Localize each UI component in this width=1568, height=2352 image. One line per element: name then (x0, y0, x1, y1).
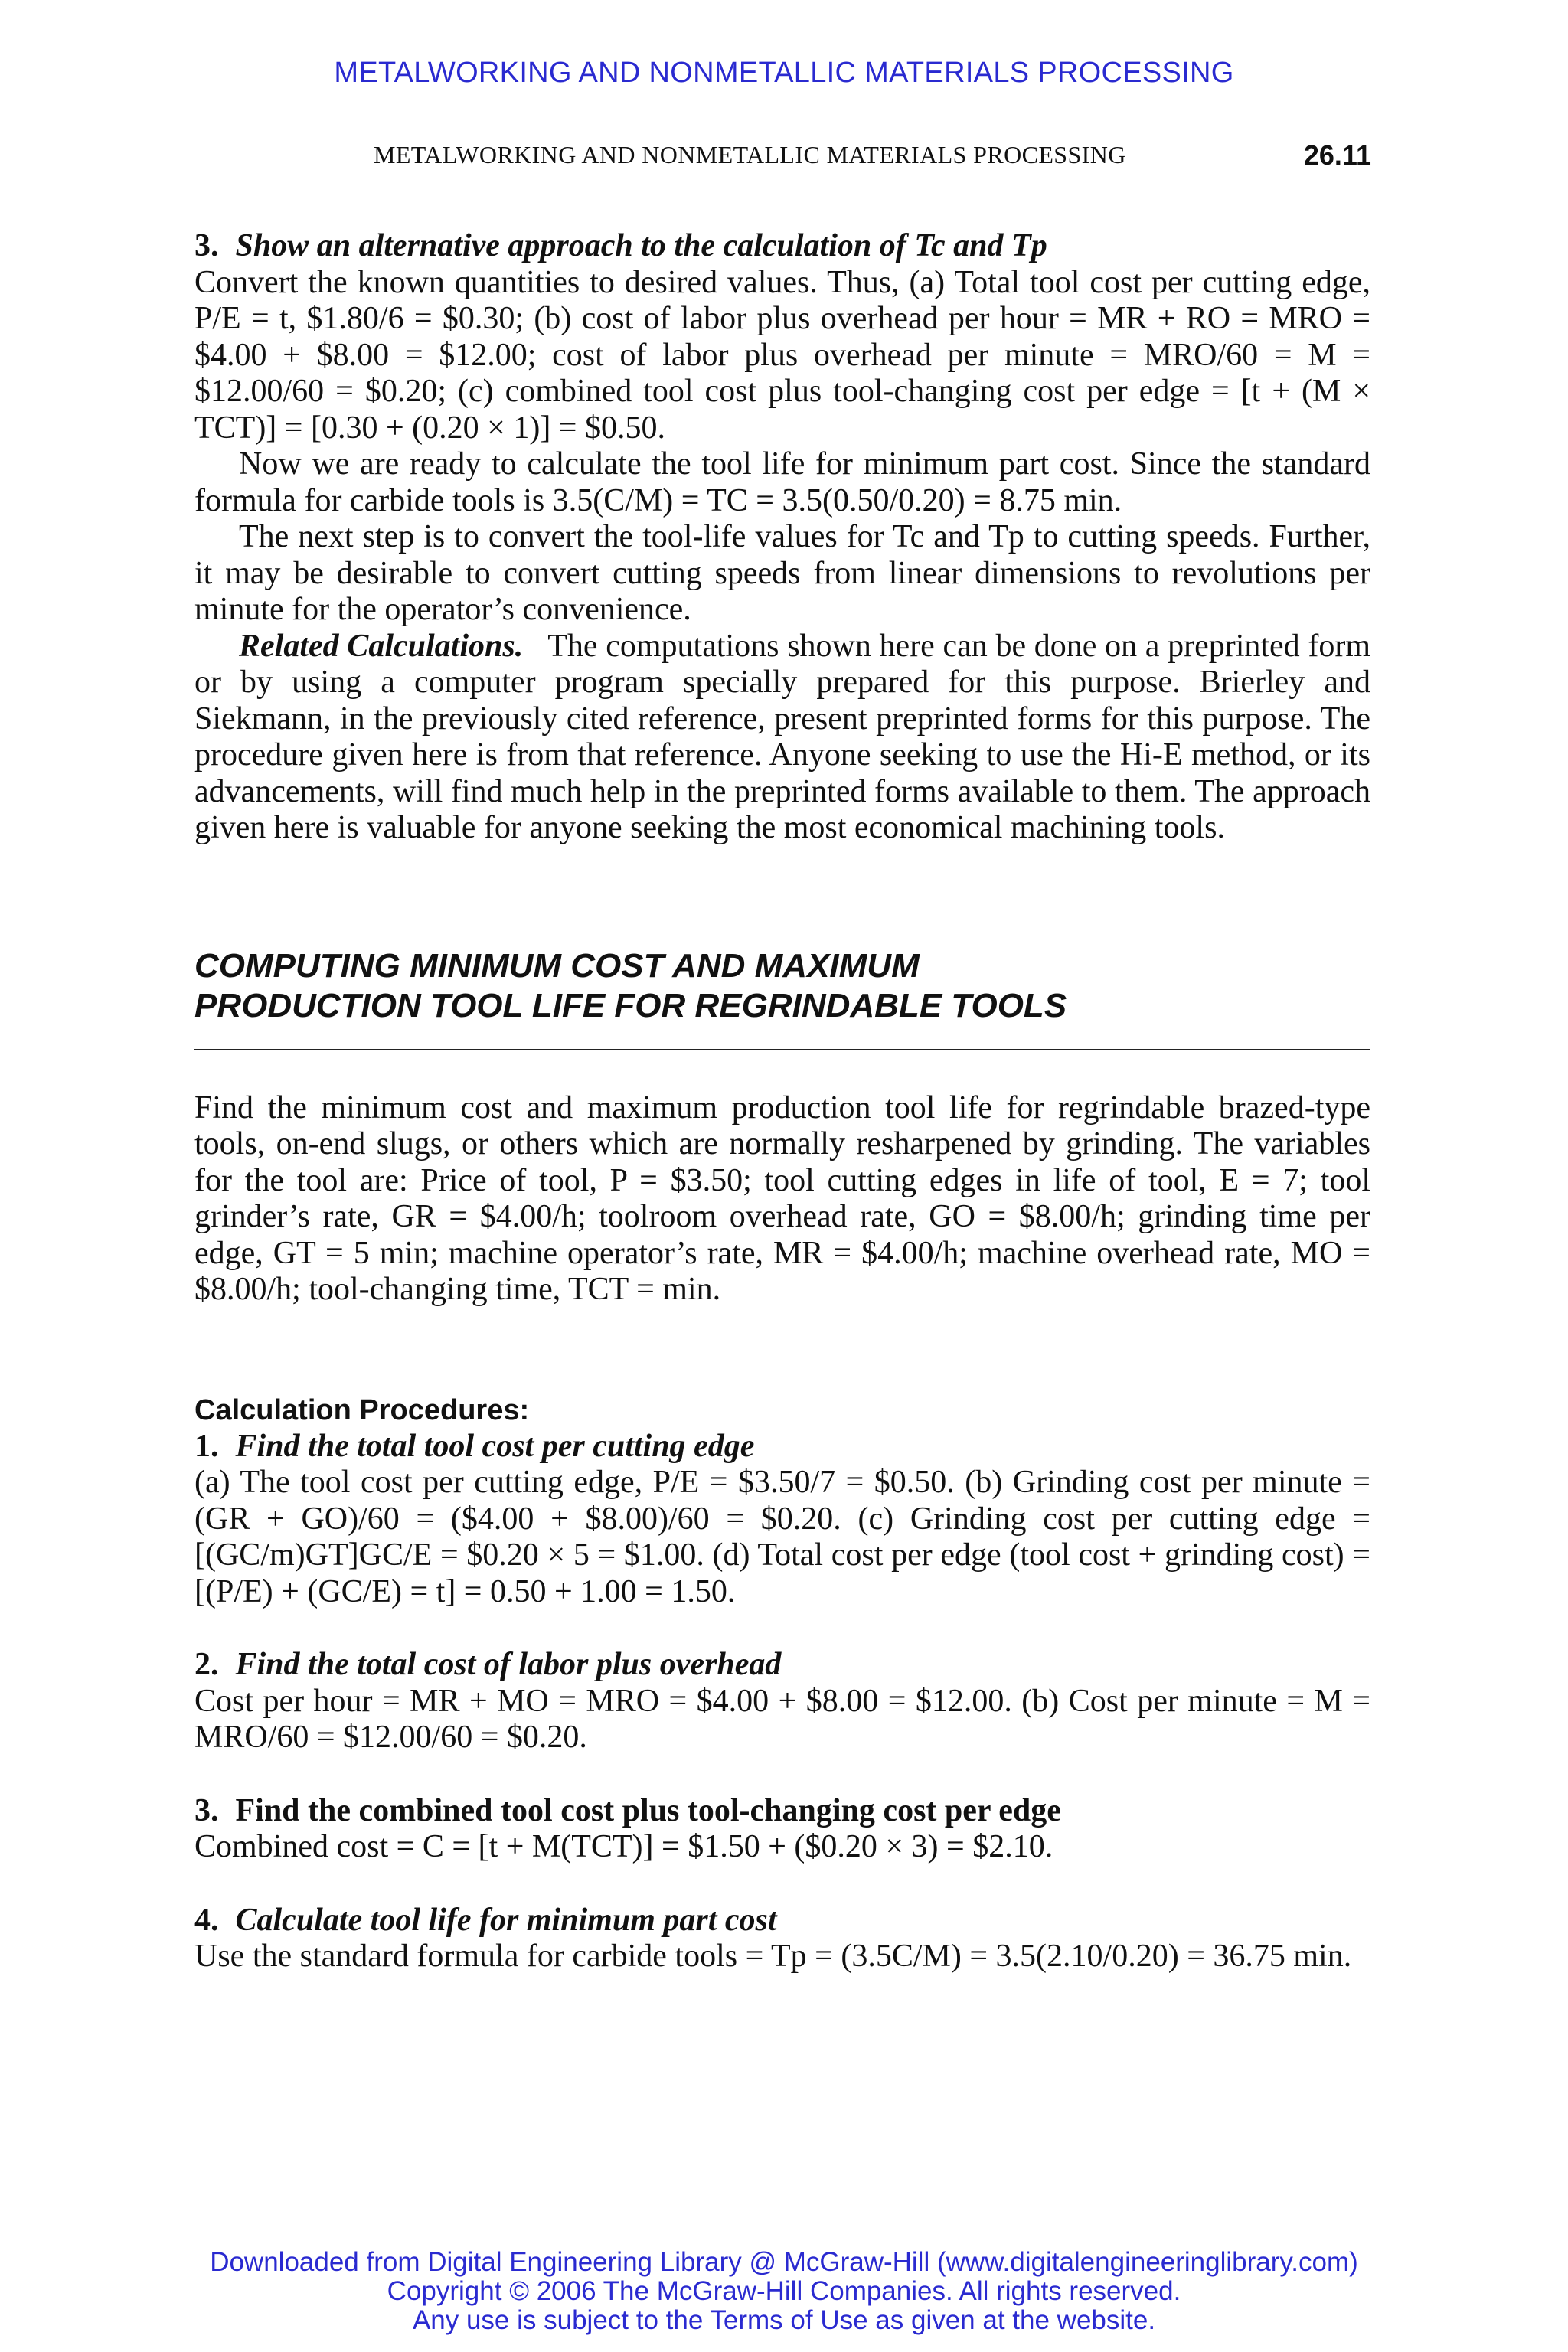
procedure-step-1-heading (194, 1429, 1370, 1465)
site-banner: METALWORKING AND NONMETALLIC MATERIALS PROCESSING (334, 57, 1234, 89)
procedure-step-1-body: (a) The tool cost per cutting edge, P/E = $3.50/7 = $0.50. (b) Grinding cost per minute = (GR + GO)/60 = ($4.00 + $8.00)/60 = $0.20. (c) Grinding cost per cutting edge = [(GC/m)GT]GC/E = $0.20 × 5 = $1.00. (d) Total cost per edge (tool cost + grinding cost) = [(P/E) + (GC/E) = t] = 0.50 + 1.00 = 1.50. (194, 1465, 1370, 1609)
step-title: Calculate tool life for minimum part cost (235, 1902, 777, 1938)
procedure-step-2-heading (194, 1647, 1370, 1684)
page-content (194, 228, 1370, 1975)
page-footer (0, 2248, 1568, 2335)
footer-copyright: Copyright © 2006 The McGraw-Hill Companies. All rights reserved. (387, 2276, 1181, 2306)
step-title: Find the total cost of labor plus overhead (235, 1647, 782, 1682)
section-heading: COMPUTING MINIMUM COST AND MAXIMUM PRODUCTION TOOL LIFE FOR REGRINDABLE TOOLS (194, 946, 1067, 1024)
running-head-title: METALWORKING AND NONMETALLIC MATERIALS PROCESSING (374, 141, 1126, 168)
procedure-step-4-heading (194, 1903, 1370, 1939)
step-title: Show an alternative approach to the calculation of Tc and Tp (235, 228, 1047, 263)
step-number: 2. (194, 1647, 219, 1682)
step-number: 3. (194, 1792, 219, 1828)
step-title: Find the combined tool cost plus tool-changing cost per edge (235, 1792, 1061, 1828)
related-calculations-text: The computations shown here can be done on a preprinted form or by using a computer program specially prepared for this purpose. Brierley and Siekmann, in the previously cited reference, present preprinted forms for this purpose. The procedure given here is from that reference. Anyone seeking to use the Hi-E method, or its advancements, will find much help in the preprinted forms available to them. The approach given here is valuable for anyone seeking the most economical machining tools. (194, 628, 1371, 845)
step-3-heading (194, 228, 1370, 265)
procedure-step-2-body: Cost per hour = MR + MO = MRO = $4.00 + $8.00 = $12.00. (b) Cost per minute = M = MRO/60 = $12.00/60 = $0.20. (194, 1683, 1370, 1755)
calculation-procedures-heading: Calculation Procedures: (194, 1393, 530, 1426)
page-number: 26.11 (1303, 139, 1371, 171)
footer-terms-notice: Any use is subject to the Terms of Use as given at the website. (412, 2305, 1156, 2335)
procedure-step-3-heading (194, 1793, 1370, 1830)
footer-download-link[interactable]: Downloaded from Digital Engineering Library @ McGraw-Hill (www.digitalengineeringlibrary.com) (210, 2247, 1358, 2277)
paragraph-tool-life: Now we are ready to calculate the tool life for minimum part cost. Since the standard formula for carbide tools is 3.5(C/M) = TC = 3.5(0.50/0.20) = 8.75 min. (194, 446, 1370, 518)
step-3-body: Convert the known quantities to desired values. Thus, (a) Total tool cost per cutting edge, P/E = t, $1.80/6 = $0.30; (b) cost of labor plus overhead per hour = MR + RO = MRO = $4.00 + $8.00 = $12.00; cost of labor plus overhead per minute = MRO/60 = M = $12.00/60 = $0.20; (c) combined tool cost plus tool-changing cost per edge = [t + (M × TCT)] = [0.30 + (0.20 × 1)] = $0.50. (194, 264, 1370, 446)
step-number: 1. (194, 1428, 219, 1464)
related-calculations-paragraph (194, 629, 1370, 847)
step-title: Find the total tool cost per cutting edge (235, 1428, 755, 1464)
procedure-step-4-body: Use the standard formula for carbide tools = Tp = (3.5C/M) = 3.5(2.10/0.20) = 36.75 min. (194, 1939, 1352, 1974)
paragraph-next-step: The next step is to convert the tool-life values for Tc and Tp to cutting speeds. Further, it may be desirable to convert cutting speeds from linear dimensions to revolutions per minute for the operator’s convenience. (194, 519, 1370, 627)
step-number: 4. (194, 1902, 219, 1938)
related-calculations-label: Related Calculations. (239, 628, 524, 664)
procedure-step-3-body: Combined cost = C = [t + M(TCT)] = $1.50 + ($0.20 × 3) = $2.10. (194, 1829, 1054, 1864)
step-number: 3. (194, 228, 219, 263)
section-intro: Find the minimum cost and maximum production tool life for regrindable brazed-type tools, on-end slugs, or others which are normally resharpened by grinding. The variables for the tool are: Price of tool, P = $3.50; tool cutting edges in life of tool, E = 7; tool grinder’s rate, GR = $4.00/h; toolroom overhead rate, GO = $8.00/h; grinding time per edge, GT = 5 min; machine operator’s rate, MR = $4.00/h; machine overhead rate, MO = $8.00/h; tool-changing time, TCT = min. (194, 1089, 1370, 1307)
section-divider (194, 1049, 1370, 1050)
